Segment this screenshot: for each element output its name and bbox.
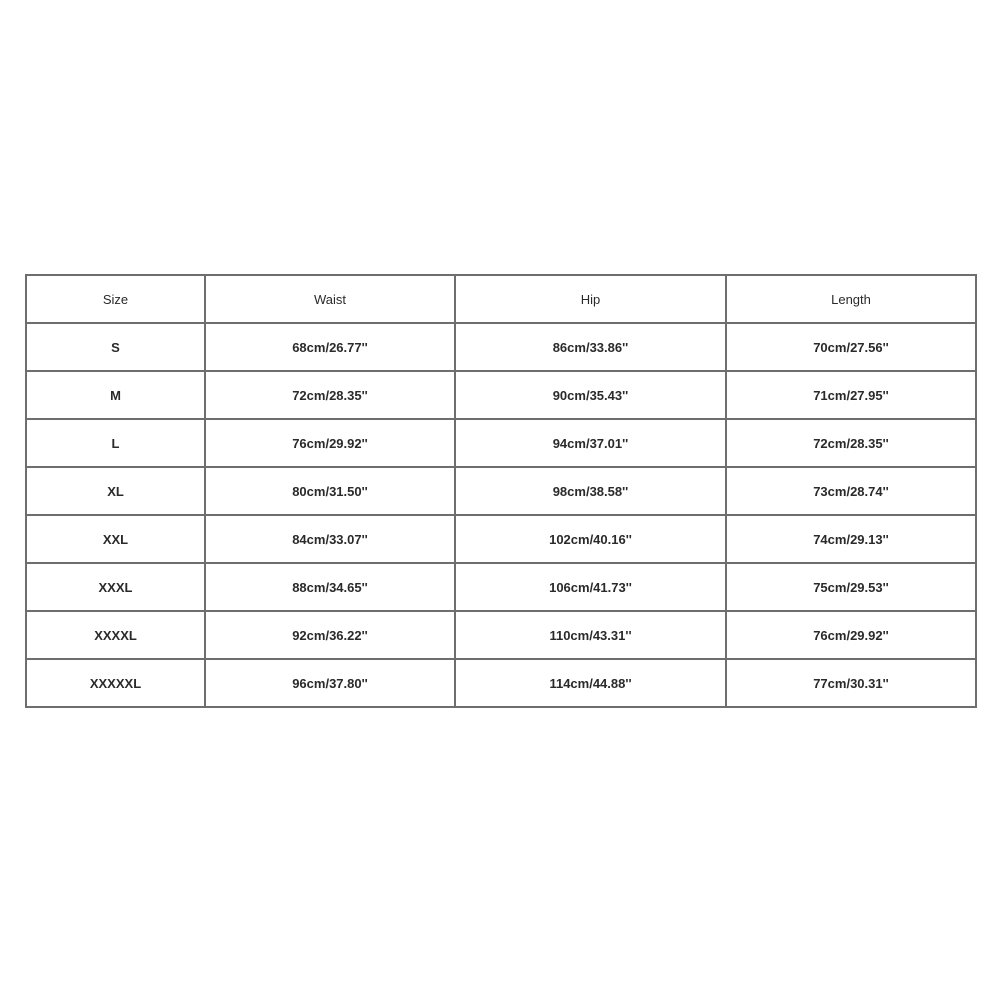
hip-cell: 106cm/41.73'' <box>455 563 726 611</box>
table-row <box>26 611 976 659</box>
length-cell: 71cm/27.95'' <box>726 371 976 419</box>
waist-cell: 72cm/28.35'' <box>205 371 455 419</box>
waist-cell: 68cm/26.77'' <box>205 323 455 371</box>
size-cell: L <box>26 419 205 467</box>
hip-cell: 94cm/37.01'' <box>455 419 726 467</box>
size-chart-body <box>26 323 976 707</box>
table-row <box>26 563 976 611</box>
table-row <box>26 659 976 707</box>
size-cell: XXXXXL <box>26 659 205 707</box>
waist-cell: 84cm/33.07'' <box>205 515 455 563</box>
length-cell: 73cm/28.74'' <box>726 467 976 515</box>
hip-cell: 110cm/43.31'' <box>455 611 726 659</box>
waist-cell: 88cm/34.65'' <box>205 563 455 611</box>
hip-cell: 98cm/38.58'' <box>455 467 726 515</box>
header-cell-length: Length <box>726 275 976 323</box>
length-cell: 75cm/29.53'' <box>726 563 976 611</box>
waist-cell: 92cm/36.22'' <box>205 611 455 659</box>
length-cell: 72cm/28.35'' <box>726 419 976 467</box>
size-chart-table <box>25 274 977 708</box>
size-cell: M <box>26 371 205 419</box>
length-cell: 77cm/30.31'' <box>726 659 976 707</box>
length-cell: 70cm/27.56'' <box>726 323 976 371</box>
table-row <box>26 467 976 515</box>
table-row <box>26 515 976 563</box>
size-cell: XXXL <box>26 563 205 611</box>
size-cell: XXXXL <box>26 611 205 659</box>
table-row <box>26 371 976 419</box>
hip-cell: 114cm/44.88'' <box>455 659 726 707</box>
header-cell-hip: Hip <box>455 275 726 323</box>
hip-cell: 102cm/40.16'' <box>455 515 726 563</box>
waist-cell: 76cm/29.92'' <box>205 419 455 467</box>
table-row <box>26 323 976 371</box>
header-cell-size: Size <box>26 275 205 323</box>
length-cell: 74cm/29.13'' <box>726 515 976 563</box>
size-cell: XL <box>26 467 205 515</box>
header-cell-waist: Waist <box>205 275 455 323</box>
table-row <box>26 419 976 467</box>
length-cell: 76cm/29.92'' <box>726 611 976 659</box>
size-chart-header <box>26 275 976 323</box>
header-row <box>26 275 976 323</box>
size-cell: XXL <box>26 515 205 563</box>
waist-cell: 96cm/37.80'' <box>205 659 455 707</box>
hip-cell: 90cm/35.43'' <box>455 371 726 419</box>
hip-cell: 86cm/33.86'' <box>455 323 726 371</box>
waist-cell: 80cm/31.50'' <box>205 467 455 515</box>
size-cell: S <box>26 323 205 371</box>
